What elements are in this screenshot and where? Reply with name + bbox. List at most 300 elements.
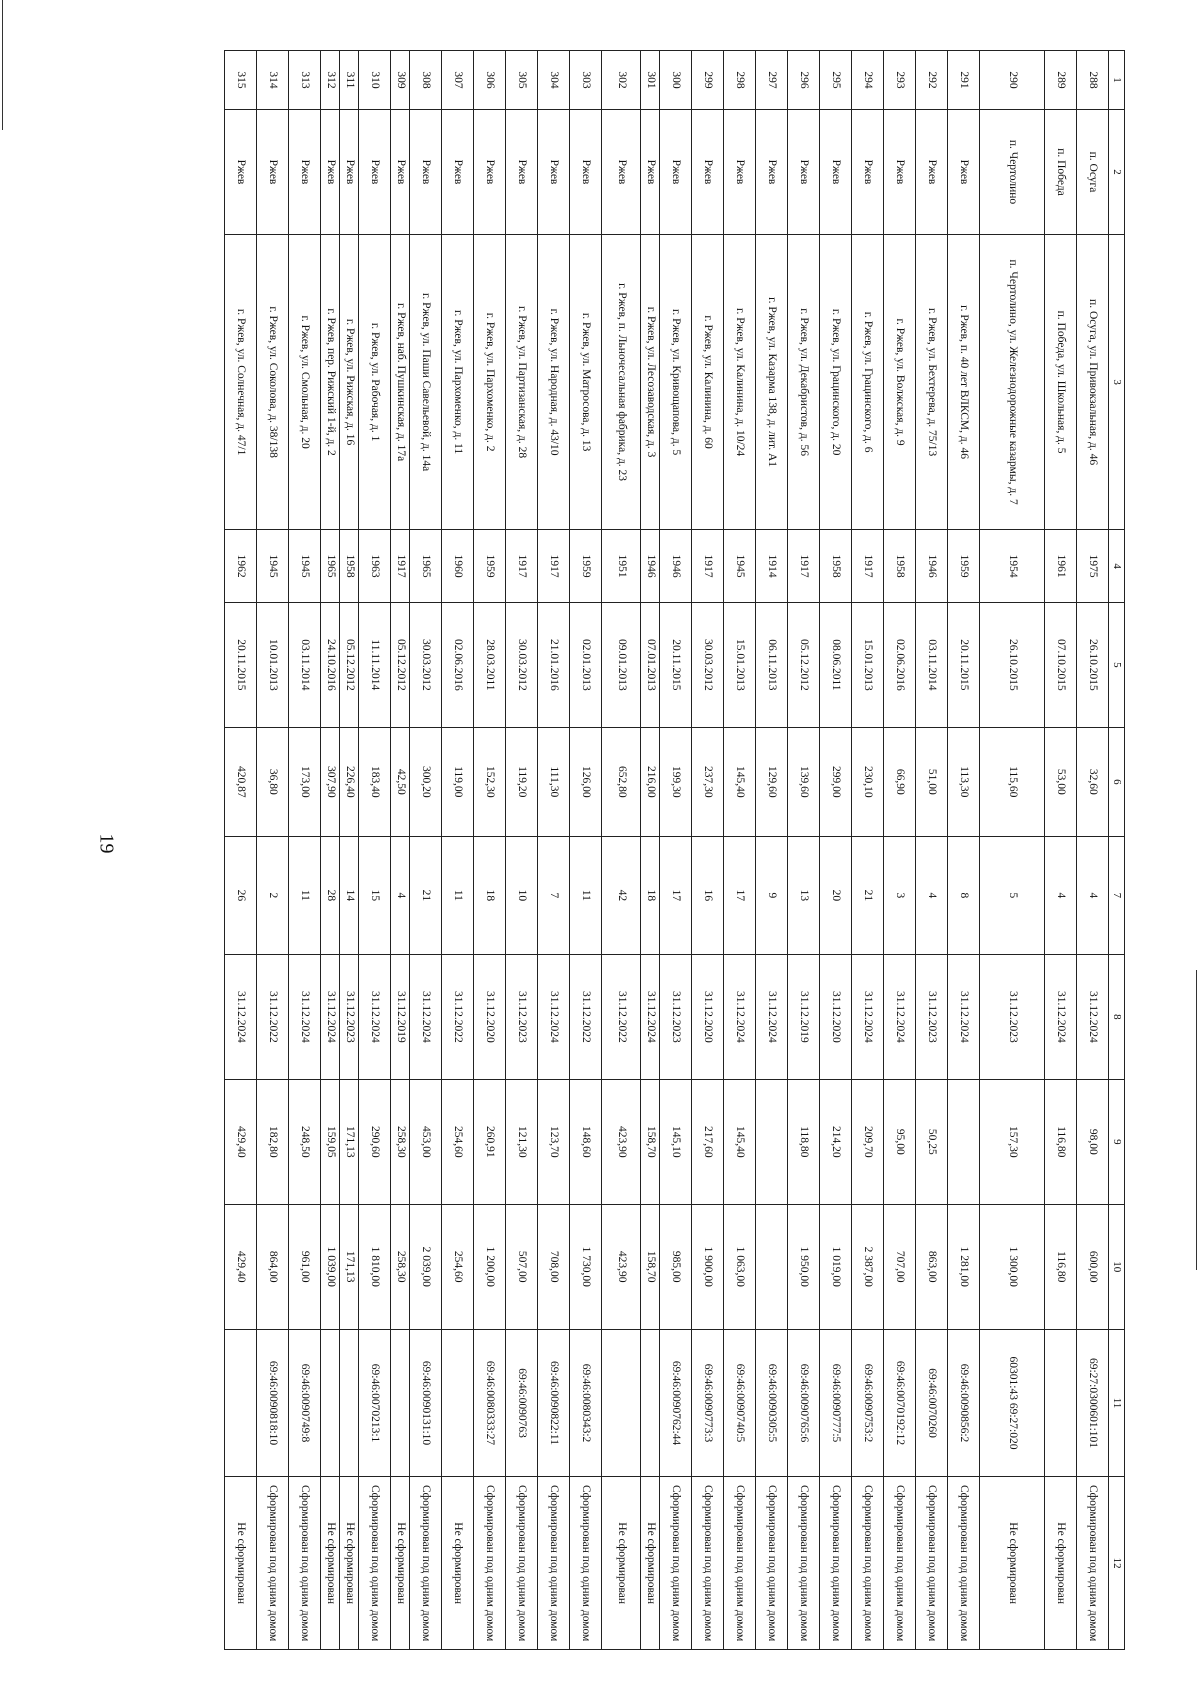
table-row: [852, 51, 884, 1650]
table-cell: Сформирован под одним домом: [506, 1477, 538, 1650]
table-cell: 864,00: [257, 1204, 289, 1329]
table-cell: Не сформирован: [442, 1477, 474, 1650]
table-cell: 31.12.2022: [602, 954, 641, 1079]
table-cell: 1 300,00: [980, 1204, 1045, 1329]
table-cell: 31.12.2022: [570, 954, 602, 1079]
table-cell: 300: [660, 51, 692, 110]
table-cell: Не сформирован: [641, 1477, 660, 1650]
table-cell: 217,60: [692, 1079, 724, 1204]
column-header: 5: [1109, 602, 1125, 727]
table-cell: Ржев: [724, 110, 756, 235]
table-cell: 36,80: [257, 727, 289, 836]
table-row: [641, 51, 660, 1650]
table-cell: 1917: [852, 530, 884, 603]
table-cell: 10: [506, 836, 538, 954]
table-cell: 31.12.2022: [257, 954, 289, 1079]
table-cell: 303: [570, 51, 602, 110]
table-cell: 290,60: [359, 1079, 391, 1204]
table-cell: г. Ржев, ул. Бехтерева, д. 75/13: [916, 234, 948, 529]
table-cell: г. Ржев, пер. Рижский 1-й, д. 2: [321, 234, 340, 529]
table-cell: 15.01.2013: [724, 602, 756, 727]
table-cell: 20.11.2015: [225, 602, 257, 727]
table-cell: Ржев: [474, 110, 506, 235]
table-cell: 1 039,00: [321, 1204, 340, 1329]
table-cell: 126,00: [570, 727, 602, 836]
table-cell: 30.03.2012: [410, 602, 442, 727]
column-header: 6: [1109, 727, 1125, 836]
table-cell: 129,60: [756, 727, 788, 836]
table-cell: г. Ржев, ул. Смольная, д. 20: [289, 234, 321, 529]
table-cell: 69:46:0090763: [506, 1329, 538, 1477]
table-cell: п. Чертолино, ул. Железнодорожные казармы, д. 7: [980, 234, 1045, 529]
table-cell: 69:46:0090818:10: [257, 1329, 289, 1477]
table-cell: Ржев: [225, 110, 257, 235]
table-cell: 1 063,00: [724, 1204, 756, 1329]
table-cell: 420,87: [225, 727, 257, 836]
table-cell: Сформирован под одним домом: [948, 1477, 980, 1650]
table-cell: 02.06.2016: [884, 602, 916, 727]
table-cell: 182,80: [257, 1079, 289, 1204]
table-cell: 308: [410, 51, 442, 110]
table-cell: 183,40: [359, 727, 391, 836]
table-cell: п. Чертолино: [980, 110, 1045, 235]
table-cell: 1945: [289, 530, 321, 603]
table-cell: 226,40: [340, 727, 359, 836]
table-cell: 1 281,00: [948, 1204, 980, 1329]
table-cell: 314: [257, 51, 289, 110]
table-cell: Ржев: [410, 110, 442, 235]
table-cell: Сформирован под одним домом: [724, 1477, 756, 1650]
table-cell: 20.11.2015: [948, 602, 980, 727]
table-cell: Ржев: [852, 110, 884, 235]
table-cell: 119,00: [442, 727, 474, 836]
table-cell: Ржев: [359, 110, 391, 235]
table-cell: 21.01.2016: [538, 602, 570, 727]
table-cell: 305: [506, 51, 538, 110]
table-cell: 69:46:0090773:3: [692, 1329, 724, 1477]
table-cell: 69:46:0090762:44: [660, 1329, 692, 1477]
table-cell: 708,00: [538, 1204, 570, 1329]
table-cell: Сформирован под одним домом: [756, 1477, 788, 1650]
table-cell: 31.12.2023: [340, 954, 359, 1079]
table-cell: 31.12.2024: [321, 954, 340, 1079]
table-cell: 26: [225, 836, 257, 954]
table-cell: 1960: [442, 530, 474, 603]
table-cell: п. Осуга: [1077, 110, 1109, 235]
table-cell: [340, 1329, 359, 1477]
table-cell: 961,00: [289, 1204, 321, 1329]
table-cell: 07.01.2013: [641, 602, 660, 727]
table-cell: 116,80: [1045, 1079, 1077, 1204]
table-cell: 301: [641, 51, 660, 110]
table-cell: 31.12.2020: [692, 954, 724, 1079]
table-cell: 08.06.2011: [820, 602, 852, 727]
table-cell: 2 387,00: [852, 1204, 884, 1329]
table-cell: 2 039,00: [410, 1204, 442, 1329]
table-cell: 158,70: [641, 1204, 660, 1329]
table-cell: Не сформирован: [340, 1477, 359, 1650]
table-cell: Сформирован под одним домом: [884, 1477, 916, 1650]
table-cell: 14: [340, 836, 359, 954]
table-cell: 1 730,00: [570, 1204, 602, 1329]
table-cell: 31.12.2024: [756, 954, 788, 1079]
table-cell: 69:46:0090305:5: [756, 1329, 788, 1477]
table-cell: 258,30: [391, 1079, 410, 1204]
table-cell: 2: [257, 836, 289, 954]
table-cell: 707,00: [884, 1204, 916, 1329]
table-cell: 1975: [1077, 530, 1109, 603]
table-cell: 21: [410, 836, 442, 954]
table-cell: Сформирован под одним домом: [788, 1477, 820, 1650]
table-row: [1045, 51, 1077, 1650]
table-cell: 171,13: [340, 1079, 359, 1204]
table-cell: 289: [1045, 51, 1077, 110]
table-cell: 298: [724, 51, 756, 110]
table-cell: 152,30: [474, 727, 506, 836]
table-cell: 145,40: [724, 727, 756, 836]
table-cell: 312: [321, 51, 340, 110]
column-header: 9: [1109, 1079, 1125, 1204]
table-cell: г. Ржев, ул. Народная, д. 43/10: [538, 234, 570, 529]
table-cell: г. Ржев, наб. Пушкинская, д. 17а: [391, 234, 410, 529]
table-cell: 209,70: [852, 1079, 884, 1204]
table-cell: 28.03.2011: [474, 602, 506, 727]
table-cell: 1 200,00: [474, 1204, 506, 1329]
table-row: [359, 51, 391, 1650]
column-header: 2: [1109, 110, 1125, 235]
table-cell: 31.12.2023: [916, 954, 948, 1079]
table-cell: 31.12.2019: [391, 954, 410, 1079]
table-cell: 299: [692, 51, 724, 110]
table-cell: Ржев: [340, 110, 359, 235]
table-cell: 11: [289, 836, 321, 954]
table-cell: 299,00: [820, 727, 852, 836]
table-cell: 260,91: [474, 1079, 506, 1204]
table-cell: 69:46:0090765:6: [788, 1329, 820, 1477]
table-cell: 42,50: [391, 727, 410, 836]
table-cell: 292: [916, 51, 948, 110]
table-cell: 28: [321, 836, 340, 954]
table-cell: 145,40: [724, 1079, 756, 1204]
table-cell: 1917: [538, 530, 570, 603]
table-cell: 69:46:0080343:2: [570, 1329, 602, 1477]
table-cell: Ржев: [506, 110, 538, 235]
table-cell: 31.12.2023: [980, 954, 1045, 1079]
table-cell: 8: [948, 836, 980, 954]
table-row: [442, 51, 474, 1650]
table-cell: 121,30: [506, 1079, 538, 1204]
table-cell: 15.01.2013: [852, 602, 884, 727]
table-cell: Ржев: [820, 110, 852, 235]
table-cell: Не сформирован: [321, 1477, 340, 1650]
header-row: [1109, 51, 1125, 1650]
table-cell: 288: [1077, 51, 1109, 110]
table-cell: 237,30: [692, 727, 724, 836]
table-cell: 313: [289, 51, 321, 110]
table-cell: 1958: [820, 530, 852, 603]
table-cell: 119,20: [506, 727, 538, 836]
table-cell: 600,00: [1077, 1204, 1109, 1329]
table-cell: 507,00: [506, 1204, 538, 1329]
table-cell: 4: [1045, 836, 1077, 954]
table-cell: 13: [788, 836, 820, 954]
table-cell: 31.12.2024: [641, 954, 660, 1079]
table-cell: 31.12.2024: [225, 954, 257, 1079]
table-cell: 304: [538, 51, 570, 110]
table-cell: 300,20: [410, 727, 442, 836]
table-cell: 1958: [340, 530, 359, 603]
table-row: [538, 51, 570, 1650]
table-cell: 32,60: [1077, 727, 1109, 836]
table-cell: 423,90: [602, 1079, 641, 1204]
table-cell: Ржев: [756, 110, 788, 235]
table-cell: 10.01.2013: [257, 602, 289, 727]
table-cell: 3: [884, 836, 916, 954]
table-cell: [1045, 1329, 1077, 1477]
table-cell: 1946: [660, 530, 692, 603]
table-row: [391, 51, 410, 1650]
table-cell: 157,30: [980, 1079, 1045, 1204]
table-cell: Не сформирован: [602, 1477, 641, 1650]
column-header: 3: [1109, 234, 1125, 529]
table-cell: 216,00: [641, 727, 660, 836]
table-cell: 16: [692, 836, 724, 954]
table-cell: Ржев: [692, 110, 724, 235]
table-cell: 1959: [570, 530, 602, 603]
table-cell: 1951: [602, 530, 641, 603]
table-cell: 1914: [756, 530, 788, 603]
table-cell: 291: [948, 51, 980, 110]
table-cell: г. Ржев, ул. Соколова, д. 38/138: [257, 234, 289, 529]
table-cell: 1962: [225, 530, 257, 603]
table-row: [692, 51, 724, 1650]
table-cell: 116,80: [1045, 1204, 1077, 1329]
table-cell: Ржев: [257, 110, 289, 235]
table-cell: 09.01.2013: [602, 602, 641, 727]
table-cell: 31.12.2024: [948, 954, 980, 1079]
table-cell: 1 810,00: [359, 1204, 391, 1329]
table-cell: 115,60: [980, 727, 1045, 836]
table-cell: 69:46:0090822:11: [538, 1329, 570, 1477]
table-cell: 02.06.2016: [442, 602, 474, 727]
table-cell: 11: [570, 836, 602, 954]
table-cell: 302: [602, 51, 641, 110]
table-cell: [321, 1329, 340, 1477]
table-cell: Сформирован под одним домом: [820, 1477, 852, 1650]
table-cell: 69:46:0080333:27: [474, 1329, 506, 1477]
table-cell: 31.12.2024: [410, 954, 442, 1079]
housing-registry-table: [224, 50, 1125, 1650]
table-cell: 310: [359, 51, 391, 110]
table-cell: 42: [602, 836, 641, 954]
table-cell: 4: [916, 836, 948, 954]
table-cell: г. Ржев, ул. Казарма 138, д. лит. А1: [756, 234, 788, 529]
table-cell: 1965: [410, 530, 442, 603]
table-cell: 453,00: [410, 1079, 442, 1204]
table-cell: Сформирован под одним домом: [474, 1477, 506, 1650]
scan-edge-line: [2, 0, 3, 130]
table-cell: [948, 1079, 980, 1204]
table-cell: 652,80: [602, 727, 641, 836]
table-cell: г. Ржев, ул. Партизанская, д. 28: [506, 234, 538, 529]
table-cell: 1 900,00: [692, 1204, 724, 1329]
table-cell: 31.12.2024: [852, 954, 884, 1079]
column-header: 8: [1109, 954, 1125, 1079]
table-cell: 53,00: [1045, 727, 1077, 836]
table-cell: 06.11.2013: [756, 602, 788, 727]
table-cell: 173,00: [289, 727, 321, 836]
table-row: [321, 51, 340, 1650]
table-cell: 05.12.2012: [340, 602, 359, 727]
table-row: [570, 51, 602, 1650]
table-row: [257, 51, 289, 1650]
table-cell: Не сформирован: [1045, 1477, 1077, 1650]
table-cell: 69:46:0070260: [916, 1329, 948, 1477]
table-cell: 1958: [884, 530, 916, 603]
table-cell: Сформирован под одним домом: [570, 1477, 602, 1650]
column-header: 7: [1109, 836, 1125, 954]
table-cell: 307,90: [321, 727, 340, 836]
table-cell: 4: [391, 836, 410, 954]
table-cell: 1961: [1045, 530, 1077, 603]
table-cell: Ржев: [391, 110, 410, 235]
table-cell: г. Ржев, ул. Матросова, д. 13: [570, 234, 602, 529]
table-cell: Ржев: [538, 110, 570, 235]
table-cell: 07.10.2015: [1045, 602, 1077, 727]
table-cell: 118,80: [788, 1079, 820, 1204]
table-cell: Ржев: [660, 110, 692, 235]
table-row: [948, 51, 980, 1650]
table-cell: 7: [538, 836, 570, 954]
table-cell: Сформирован под одним домом: [916, 1477, 948, 1650]
table-cell: 159,05: [321, 1079, 340, 1204]
table-cell: 03.11.2014: [289, 602, 321, 727]
table-cell: Сформирован под одним домом: [359, 1477, 391, 1650]
table-row: [916, 51, 948, 1650]
table-cell: 31.12.2023: [660, 954, 692, 1079]
table-cell: 31.12.2019: [788, 954, 820, 1079]
table-cell: 69:46:0090740:5: [724, 1329, 756, 1477]
table-cell: 31.12.2024: [724, 954, 756, 1079]
table-cell: г. Ржев, ул. Пархоменко, д. 2: [474, 234, 506, 529]
table-row: [289, 51, 321, 1650]
table-cell: Ржев: [788, 110, 820, 235]
table-cell: 02.01.2013: [570, 602, 602, 727]
table-cell: 05.12.2012: [391, 602, 410, 727]
table-cell: 145,10: [660, 1079, 692, 1204]
table-cell: 295: [820, 51, 852, 110]
table-cell: 1959: [474, 530, 506, 603]
table-cell: 31.12.2024: [1045, 954, 1077, 1079]
table-row: [980, 51, 1045, 1650]
table-cell: Сформирован под одним домом: [538, 1477, 570, 1650]
table-cell: 31.12.2024: [538, 954, 570, 1079]
table-cell: г. Ржев, ул. Рижская, д. 16: [340, 234, 359, 529]
table-cell: 297: [756, 51, 788, 110]
table-cell: 69:27:0300601:101: [1077, 1329, 1109, 1477]
table-cell: Сформирован под одним домом: [257, 1477, 289, 1650]
table-cell: Не сформирован: [225, 1477, 257, 1650]
table-cell: 863,00: [916, 1204, 948, 1329]
table-cell: 123,70: [538, 1079, 570, 1204]
table-cell: Сформирован под одним домом: [410, 1477, 442, 1650]
table-row: [788, 51, 820, 1650]
table-cell: 1946: [641, 530, 660, 603]
table-cell: 69:46:0090753:2: [852, 1329, 884, 1477]
table-cell: 429,40: [225, 1204, 257, 1329]
table-cell: 69:46:0090749:8: [289, 1329, 321, 1477]
table-body: [225, 51, 1109, 1650]
table-cell: 423,90: [602, 1204, 641, 1329]
table-cell: 296: [788, 51, 820, 110]
table-cell: 199,30: [660, 727, 692, 836]
table-cell: 24.10.2016: [321, 602, 340, 727]
table-cell: 1946: [916, 530, 948, 603]
table-cell: [641, 1329, 660, 1477]
table-cell: г. Ржев, ул. Волжская, д. 9: [884, 234, 916, 529]
table-cell: 309: [391, 51, 410, 110]
table-cell: 1945: [724, 530, 756, 603]
table-cell: 18: [641, 836, 660, 954]
table-cell: Сформирован под одним домом: [660, 1477, 692, 1650]
table-cell: Ржев: [641, 110, 660, 235]
page-number: 19: [95, 833, 118, 854]
table-cell: 31.12.2024: [1077, 954, 1109, 1079]
table-cell: 66,90: [884, 727, 916, 836]
table-cell: 171,13: [340, 1204, 359, 1329]
table-cell: 158,70: [641, 1079, 660, 1204]
table-cell: 1917: [391, 530, 410, 603]
table-cell: Сформирован под одним домом: [852, 1477, 884, 1650]
table-row: [660, 51, 692, 1650]
table-cell: 985,00: [660, 1204, 692, 1329]
table-cell: 50,25: [916, 1079, 948, 1204]
table-cell: Сформирован под одним домом: [692, 1477, 724, 1650]
table-row: [474, 51, 506, 1650]
table-cell: 1963: [359, 530, 391, 603]
table-cell: г. Ржев, ул. Пархоменко, д. 11: [442, 234, 474, 529]
table-cell: 69:46:0090777:5: [820, 1329, 852, 1477]
table-cell: 307: [442, 51, 474, 110]
table-cell: 1954: [980, 530, 1045, 603]
table-cell: г. Ржев, ул. Солнечная, д. 47/1: [225, 234, 257, 529]
table-cell: 254,60: [442, 1079, 474, 1204]
table-cell: 429,40: [225, 1079, 257, 1204]
table-cell: 15: [359, 836, 391, 954]
table-cell: г. Ржев, ул. Паши Савельевой, д. 14а: [410, 234, 442, 529]
table-cell: 1 950,00: [788, 1204, 820, 1329]
table-cell: 254,60: [442, 1204, 474, 1329]
table-row: [410, 51, 442, 1650]
table-cell: 1 019,00: [820, 1204, 852, 1329]
table-cell: 306: [474, 51, 506, 110]
column-header: 4: [1109, 530, 1125, 603]
table-cell: г. Ржев, ул. Кривощапова, д. 5: [660, 234, 692, 529]
table-cell: 60301:43 69:27:020: [980, 1329, 1045, 1477]
table-cell: 230,10: [852, 727, 884, 836]
table-cell: 17: [724, 836, 756, 954]
scan-edge-line: [1196, 970, 1197, 1270]
table-cell: г. Ржев, ул. Лесозаводская, д. 3: [641, 234, 660, 529]
table-cell: 31.12.2023: [506, 954, 538, 1079]
table-row: [506, 51, 538, 1650]
table-cell: [602, 1329, 641, 1477]
column-header: 12: [1109, 1477, 1125, 1650]
table-cell: 20: [820, 836, 852, 954]
column-header: 10: [1109, 1204, 1125, 1329]
table-cell: 4: [1077, 836, 1109, 954]
table-cell: 5: [980, 836, 1045, 954]
